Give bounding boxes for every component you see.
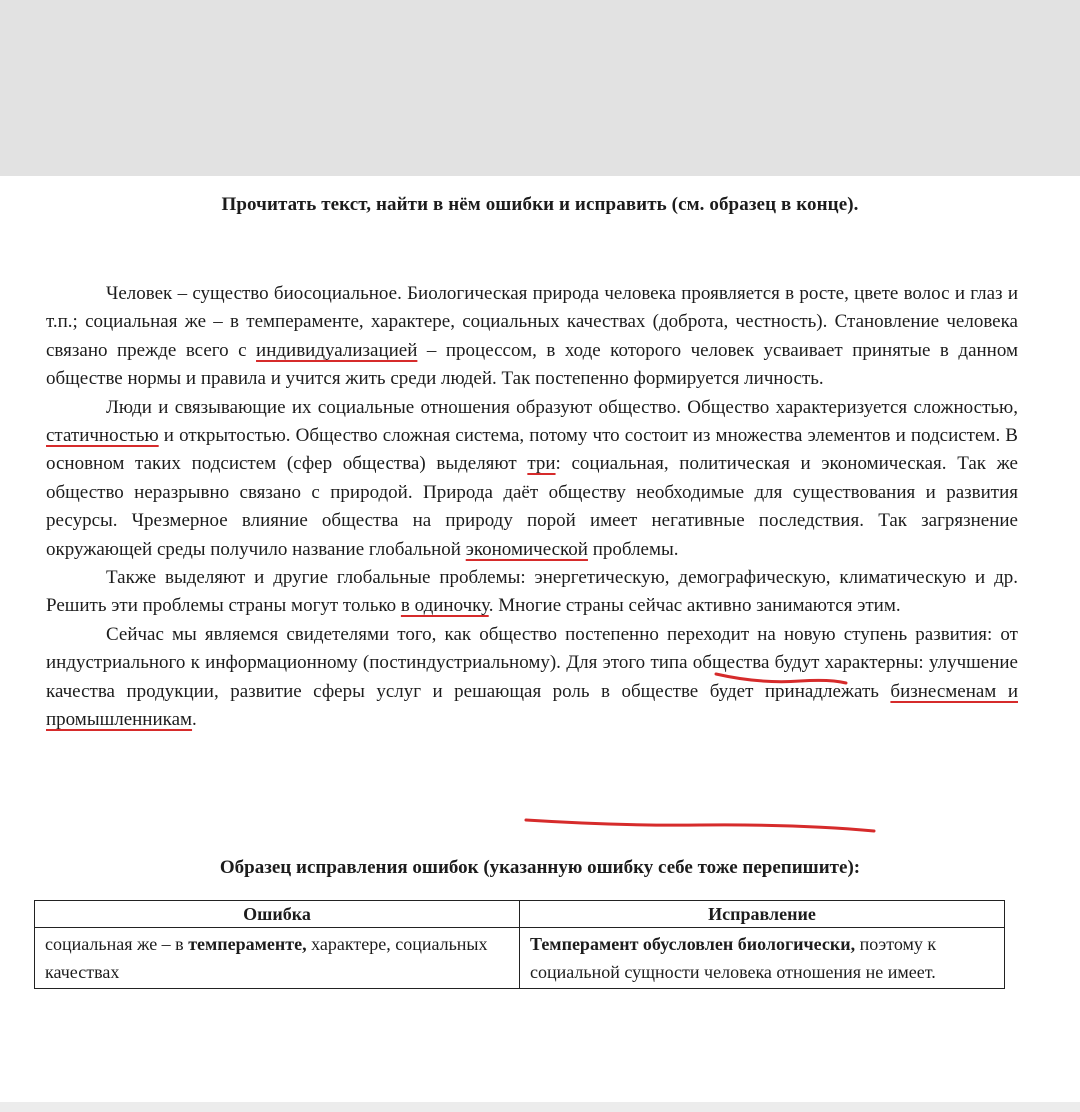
paragraph-1-text-b: – процессом, в ходе которого человек усваивает принятые в данном обществе нормы и правила и учится жить среди людей. Так постепенно формируется личность. bbox=[46, 339, 1018, 390]
correction-cell bbox=[520, 928, 1005, 989]
paragraph-4 bbox=[46, 621, 1018, 735]
marked-error-economic: экономической bbox=[465, 538, 588, 560]
gray-footer-band bbox=[0, 1102, 1080, 1112]
error-text-before: социальная же – в bbox=[45, 934, 189, 954]
paragraph-1-text-a: Человек – существо биосоциальное. Биологическая природа человека проявляется в росте, цвете волос и глаз и т.п.; социальная же – в темпераменте, характере, социальных качествах (доброта, честность). Становление человека связано прежде всего с bbox=[46, 283, 1018, 361]
paragraph-4-text-a: Сейчас мы являемся свидетелями того, как общество постепенно переходит на новую ступень развития: от индустриального к информационному (постиндустриальному). Для этого типа общества будут характерны: улучшение качества продукции, развитие сферы услуг и решающая роль в обществе будет принадлежать bbox=[46, 623, 1018, 702]
paragraph-4-text-b: . bbox=[192, 709, 197, 731]
paragraph-3-text-a: Также выделяют и другие глобальные проблемы: энергетическую, демографическую, климатическую и др. Решить эти проблемы страны могут только bbox=[46, 567, 1018, 617]
table-row bbox=[35, 928, 1005, 989]
paragraph-2-text-c: : социальная, политическая и экономическая. Так же общество неразрывно связано с природой. Природа даёт обществу необходимые для существования и развития ресурсы. Чрезмерное влияние общества на природу порой имеет негативные последствия. Так загрязнение окружающей среды получило название глобальной bbox=[46, 453, 1018, 560]
document-body bbox=[46, 280, 1018, 735]
error-text-after: характере, социальных качествах bbox=[45, 934, 488, 982]
paragraph-2 bbox=[46, 394, 1018, 564]
correction-text-bold: Темперамент обусловлен биологически, bbox=[530, 934, 856, 954]
marked-error-static: статичностью bbox=[46, 425, 159, 447]
marked-error-three: три bbox=[527, 453, 556, 475]
paragraph-3 bbox=[46, 564, 1018, 621]
paragraph-2-text-b: и открытостью. Общество сложная система, потому что состоит из множества элементов и подсистем. В основном таких подсистем (сфер общества) выделяют bbox=[46, 425, 1018, 475]
table-header-row bbox=[35, 901, 1005, 928]
correction-sample-table bbox=[34, 900, 1005, 989]
correction-text-rest: поэтому к социальной сущности человека отношения не имеет. bbox=[530, 934, 937, 982]
task-title: Прочитать текст, найти в нём ошибки и исправить (см. образец в конце). bbox=[221, 194, 859, 215]
marked-error-businessmen: бизнесменам и промышленникам bbox=[46, 680, 1018, 731]
marked-error-alone: в одиночку bbox=[400, 595, 489, 617]
header-correction: Исправление bbox=[520, 901, 1005, 928]
paragraph-3-text-b: . Многие страны сейчас активно занимаются этим. bbox=[488, 595, 901, 617]
header-error: Ошибка bbox=[35, 901, 520, 928]
marked-error-individualization: индивидуализацией bbox=[256, 339, 418, 361]
sample-title: Образец исправления ошибок (указанную ошибку себе тоже перепишите): bbox=[219, 857, 861, 878]
gray-header-band bbox=[0, 0, 1080, 176]
paragraph-2-text-d: проблемы. bbox=[587, 538, 679, 560]
paragraph-2-text-a: Люди и связывающие их социальные отношения образуют общество. Общество характеризуется сложностью, bbox=[106, 396, 1018, 418]
error-cell bbox=[35, 928, 520, 989]
paragraph-1 bbox=[46, 280, 1018, 394]
error-text-bold: темпераменте, bbox=[188, 934, 307, 954]
